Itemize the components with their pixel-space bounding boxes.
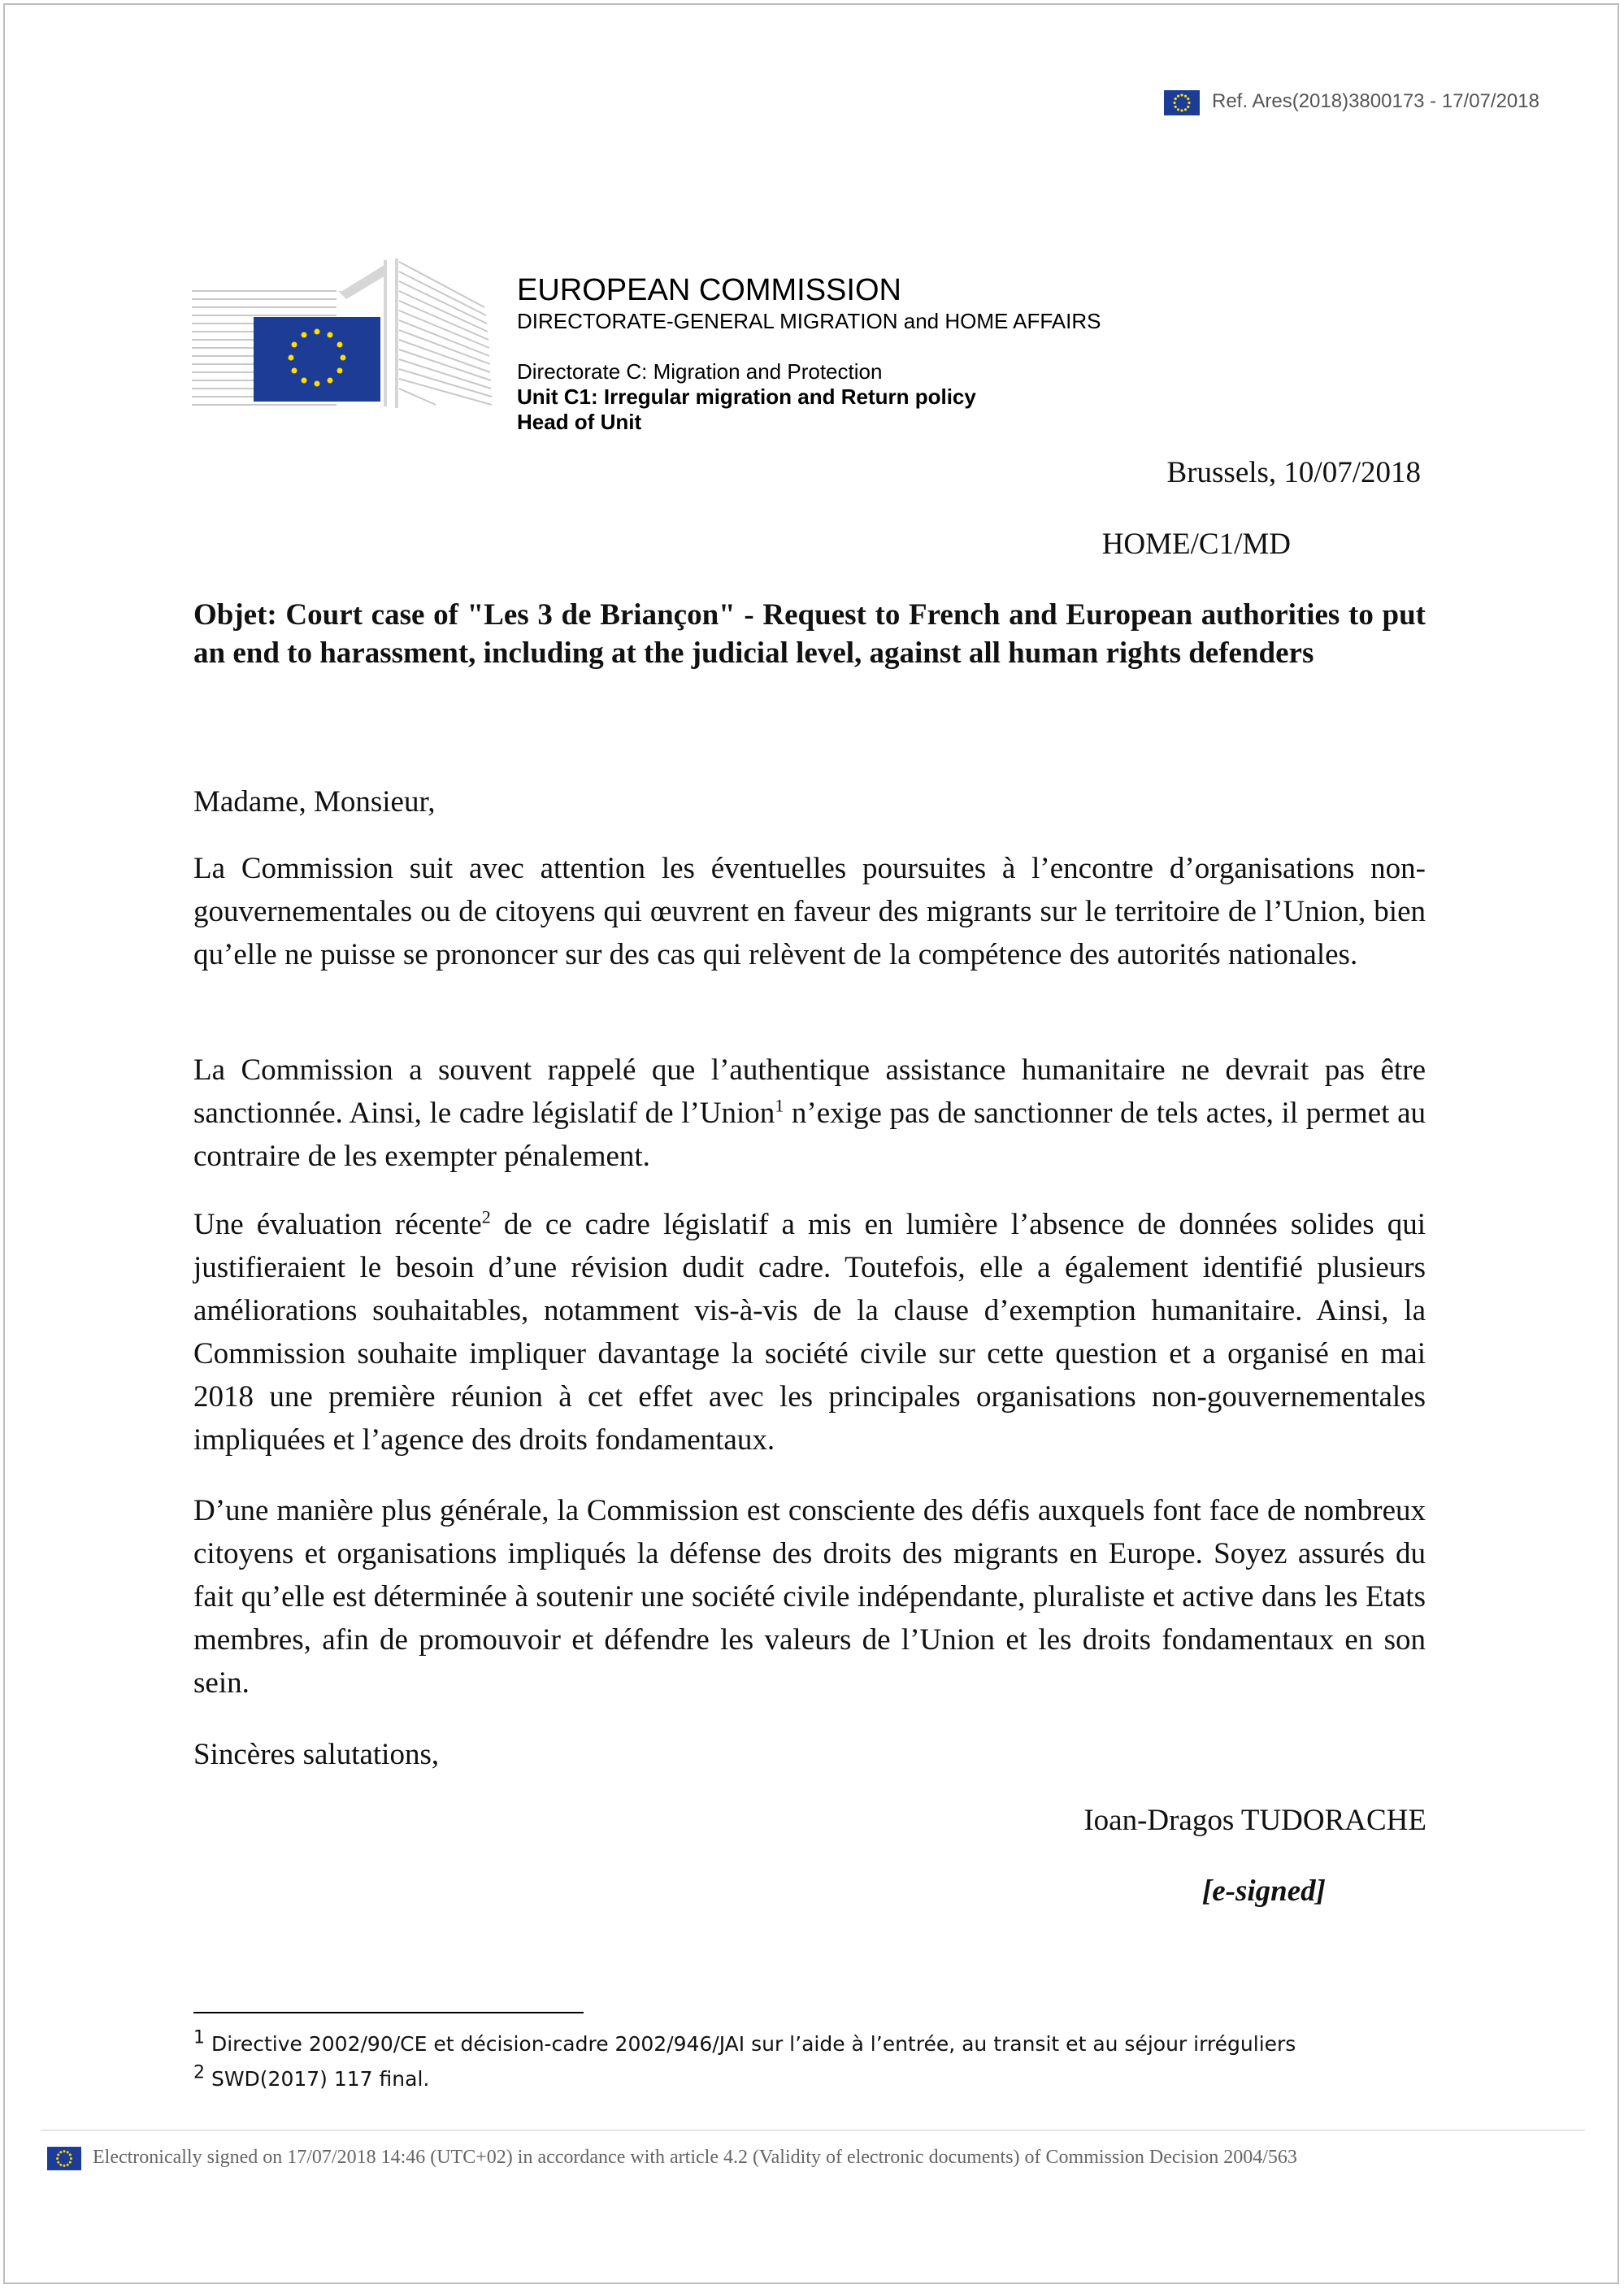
electronic-signature-notice: Electronically signed on 17/07/2018 14:46 (UTC+02) in accordance with article 4.2 (Validity of electronic documents) of Commission Decision 2004/563 bbox=[93, 2147, 1297, 2168]
letter-ref-code: HOME/C1/MD bbox=[1101, 528, 1291, 561]
signer-name: Ioan-Dragos TUDORACHE bbox=[1083, 1804, 1426, 1837]
eu-flag-icon bbox=[1164, 90, 1200, 115]
paragraph-4: D’une manière plus générale, la Commission est consciente des défis auxquels font face de nombreux citoyens et organisations impliqués la défense des droits des migrants en Europe. Soyez assurés du fait qu’elle est déterminée à soutenir une société civile indépendante, pluraliste et active dans les Etats membres, afin de promouvoir et défendre les valeurs de l’Union et les droits fondamentaux en son sein. bbox=[193, 1494, 1426, 1700]
directorate-general: DIRECTORATE-GENERAL MIGRATION and HOME AFFAIRS bbox=[517, 309, 1101, 333]
footnote-2 bbox=[193, 2062, 430, 2091]
paragraph-2-part-a: La Commission a souvent rappelé que l’authentique assistance humanitaire ne devrait pas être sanctionnée. Ainsi, le cadre législatif de l’Union bbox=[193, 1053, 1426, 1130]
letter-subject: Objet: Court case of "Les 3 de Briançon" - Request to French and European authorities to put an end to harassment, including at the judicial level, against all human rights defenders bbox=[193, 598, 1426, 670]
footnote-ref-2: 2 bbox=[481, 1206, 491, 1227]
letter-closing: Sincères salutations, bbox=[193, 1738, 440, 1771]
e-signed-mark: [e-signed] bbox=[1201, 1874, 1326, 1908]
paragraph-3 bbox=[193, 1203, 1426, 1462]
organization-name: EUROPEAN COMMISSION bbox=[517, 273, 901, 307]
directorate: Directorate C: Migration and Protection bbox=[517, 359, 883, 384]
footnote-1-text: Directive 2002/90/CE et décision-cadre 2002/946/JAI sur l’aide à l’entrée, au transit et au séjour irréguliers bbox=[211, 2032, 1296, 2056]
letter-date: Brussels, 10/07/2018 bbox=[1166, 456, 1421, 489]
unit: Unit C1: Irregular migration and Return policy bbox=[517, 384, 976, 409]
paragraph-1: La Commission suit avec attention les éventuelles poursuites à l’encontre d’organisations non-gouvernementales ou de citoyens qui œuvrent en faveur des migrants sur le territoire de l’Union, bien qu’elle ne puisse se prononcer sur des cas qui relèvent de la compétence des autorités nationales. bbox=[193, 852, 1426, 971]
paragraph-2 bbox=[193, 1049, 1426, 1178]
footnote-1 bbox=[193, 2027, 1296, 2056]
footnote-2-text: SWD(2017) 117 final. bbox=[211, 2067, 430, 2091]
letter-salutation: Madame, Monsieur, bbox=[193, 785, 436, 819]
document-reference: Ref. Ares(2018)3800173 - 17/07/2018 bbox=[1212, 90, 1539, 112]
european-commission-logo bbox=[192, 258, 493, 408]
paragraph-2-part-b: n’exige pas de sanctionner de tels actes, il permet au contraire de les exempter pénalement. bbox=[193, 1097, 1426, 1173]
footnote-divider bbox=[193, 2012, 584, 2013]
paragraph-3-part-a: Une évaluation récente bbox=[193, 1208, 482, 1241]
footnote-ref-1: 1 bbox=[775, 1095, 784, 1116]
footnote-1-number: 1 bbox=[193, 2027, 205, 2048]
role: Head of Unit bbox=[517, 410, 642, 434]
eu-flag-icon bbox=[47, 2147, 81, 2170]
paragraph-3-part-b: de ce cadre législatif a mis en lumière l’absence de données solides qui justifieraient le besoin d’une révision dudit cadre. Toutefois, elle a également identifié plusieurs améliorations souhaitables, notamment vis-à-vis de la clause d’exemption humanitaire. Ainsi, la Commission souhaite impliquer davantage la société civile sur cette question et a organisé en mai 2018 une première réunion à cet effet avec les principales organisations non-gouvernementales impliquées et l’agence des droits fondamentaux. bbox=[193, 1208, 1426, 1457]
footnote-2-number: 2 bbox=[193, 2062, 205, 2083]
